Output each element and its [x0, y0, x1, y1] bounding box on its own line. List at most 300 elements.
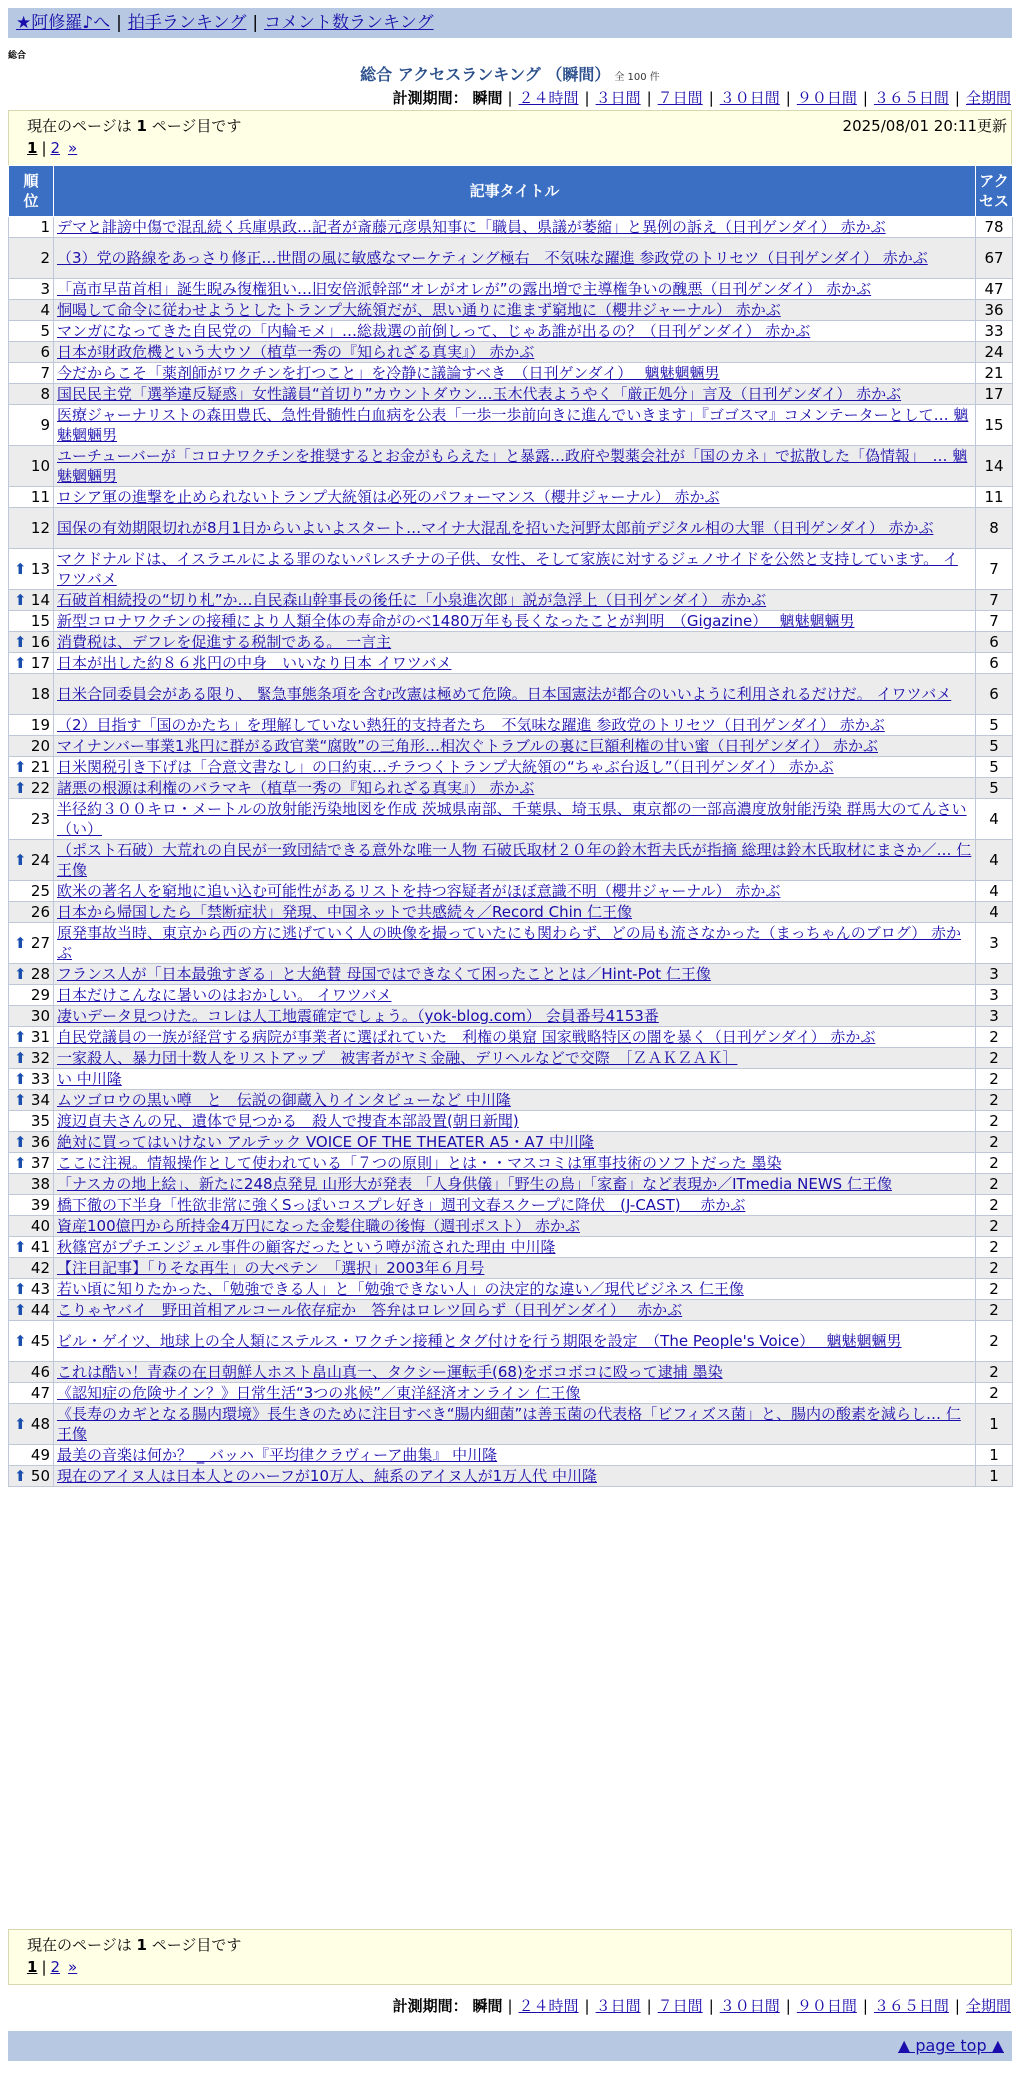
access-count: 6	[976, 653, 1013, 674]
rank-cell	[9, 1445, 54, 1466]
rank-cell	[9, 799, 54, 840]
article-title-link[interactable]: マイナンバー事業1兆円に群がる政官業“腐敗”の三角形…相次ぐトラブルの裏に巨額利権の甘い蜜（日刊ゲンダイ） 赤かぶ	[57, 737, 878, 755]
rank-up-arrow-icon: ⬆	[14, 1467, 27, 1485]
rank-number: 22	[30, 779, 50, 797]
title-cell	[54, 1048, 976, 1069]
table-row	[9, 902, 1013, 923]
access-count: 4	[976, 799, 1013, 840]
access-count: 2	[976, 1048, 1013, 1069]
access-count: 6	[976, 632, 1013, 653]
period-7d-link[interactable]: ７日間	[657, 89, 703, 107]
article-title-link[interactable]: 国民民主党「選挙違反疑惑」女性議員“首切り”カウントダウン…玉木代表ようやく「厳正処分」言及（日刊ゲンダイ） 赤かぶ	[57, 385, 902, 403]
rank-up-arrow-icon: ⬆	[14, 1154, 27, 1172]
article-title-link[interactable]: マンガになってきた自民党の「内輪モメ」…総裁選の前倒しって、じゃあ誰が出るの？（日刊ゲンダイ） 赤かぶ	[57, 322, 811, 340]
title-cell	[54, 1445, 976, 1466]
table-row	[9, 1174, 1013, 1195]
rank-up-arrow-icon: ⬆	[14, 1280, 27, 1298]
access-count: 3	[976, 985, 1013, 1006]
period-365d-link[interactable]: ３６５日間	[873, 1997, 949, 2015]
article-title-link[interactable]: 【注目記事】「りそな再生」の大ペテン 「選択」2003年６月号	[57, 1259, 485, 1277]
rank-up-arrow-icon: ⬆	[14, 1091, 27, 1109]
rank-number: 2	[40, 249, 50, 267]
current-page-info-bottom	[27, 1934, 241, 1955]
title-cell	[54, 1132, 976, 1153]
title-header: 記事タイトル	[54, 166, 976, 217]
rank-number: 9	[40, 416, 50, 434]
title-cell	[54, 736, 976, 757]
rank-cell	[9, 508, 54, 549]
title-cell	[54, 342, 976, 363]
article-title-link[interactable]: 日米合同委員会がある限り、 緊急事態条項を含む改憲は極めて危険。日本国憲法が都合のいいように利用されるだけだ。 イワツバメ	[57, 685, 952, 703]
period-3d-link[interactable]: ３日間	[595, 89, 641, 107]
article-title-link[interactable]: 日本だけこんなに暑いのはおかしい。 イワツバメ	[57, 986, 392, 1004]
access-count: 2	[976, 1195, 1013, 1216]
table-row	[9, 1445, 1013, 1466]
rank-number: 45	[30, 1332, 50, 1350]
rank-up-arrow-icon: ⬆	[14, 779, 27, 797]
table-row	[9, 964, 1013, 985]
rank-up-arrow-icon: ⬆	[14, 1049, 27, 1067]
article-title-link[interactable]: 《認知症の危険サイン？》日常生活“3つの兆候”／東洋経済オンライン 仁王像	[57, 1384, 581, 1402]
article-title-link[interactable]: 日本から帰国したら「禁断症状」発現、中国ネットで共感続々／Record Chin 仁王像	[57, 903, 633, 921]
access-count: 2	[976, 1258, 1013, 1279]
rank-number: 18	[30, 685, 50, 703]
access-count: 11	[976, 487, 1013, 508]
rank-cell	[9, 1279, 54, 1300]
table-row	[9, 1362, 1013, 1383]
access-count: 4	[976, 881, 1013, 902]
rank-up-arrow-icon: ⬆	[14, 560, 27, 578]
access-count: 36	[976, 300, 1013, 321]
table-row	[9, 757, 1013, 778]
rank-up-arrow-icon: ⬆	[14, 1332, 27, 1350]
rank-number: 23	[30, 810, 50, 828]
access-count: 5	[976, 778, 1013, 799]
rank-number: 1	[40, 218, 50, 236]
access-count: 2	[976, 1216, 1013, 1237]
article-title-link[interactable]: 欧米の著名人を窮地に追い込む可能性があるリストを持つ容疑者がほぼ意識不明（櫻井ジャーナル） 赤かぶ	[57, 882, 781, 900]
rank-cell	[9, 1027, 54, 1048]
title-cell	[54, 1321, 976, 1362]
rank-up-arrow-icon: ⬆	[14, 758, 27, 776]
article-title-link[interactable]: 日米関税引き下げは「合意文書なし」の口約束…チラつくトランプ大統領の“ちゃぶ台返し”（日刊ゲンダイ） 赤かぶ	[57, 758, 834, 776]
access-count: 2	[976, 1069, 1013, 1090]
rank-cell	[9, 446, 54, 487]
rank-cell	[9, 321, 54, 342]
period-all-link[interactable]: 全期間	[965, 89, 1011, 107]
article-title-link[interactable]: 今だからこそ「薬剤師がワクチンを打つこと」を冷静に議論すべき （日刊ゲンダイ） 魑魅魍魎男	[57, 364, 720, 382]
period-all-link[interactable]: 全期間	[965, 1997, 1011, 2015]
title-cell	[54, 1362, 976, 1383]
access-header: アク セス	[976, 166, 1013, 217]
article-title-link[interactable]: 「ナスカの地上絵」、新たに248点発見 山形大が発表 「人身供儀」「野生の鳥」「家畜」など表現か／ITmedia NEWS 仁王像	[57, 1175, 892, 1193]
table-row	[9, 300, 1013, 321]
access-count: 2	[976, 1090, 1013, 1111]
article-title-link[interactable]: 橋下徹の下半身「性欲非常に強くSっぽいコスプレ好き」週刊文春スクープに降伏 (J-CAST) 赤かぶ	[57, 1196, 746, 1214]
rank-cell	[9, 653, 54, 674]
item-count: 全 100 件	[614, 72, 660, 83]
article-title-link[interactable]: 《長寿のカギとなる腸内環境》長生きのために注目すべき“腸内細菌”は善玉菌の代表格「ビフィズス菌」と、腸内の酸素を減らし… 仁王像	[57, 1405, 961, 1443]
page-top-link[interactable]: ▲ page top ▲	[897, 2036, 1004, 2055]
rank-cell	[9, 715, 54, 736]
table-row	[9, 1404, 1013, 1445]
rank-number: 43	[30, 1280, 50, 1298]
article-title-link[interactable]: フランス人が「日本最強すぎる」と大絶賛 母国ではできなくて困ったこととは／Hint-Pot 仁王像	[57, 965, 711, 983]
rank-number: 49	[30, 1446, 50, 1464]
rank-cell	[9, 1111, 54, 1132]
rank-number: 21	[30, 758, 50, 776]
rank-cell	[9, 1258, 54, 1279]
access-count: 6	[976, 674, 1013, 715]
rank-number: 4	[40, 301, 50, 319]
table-row	[9, 508, 1013, 549]
access-count: 7	[976, 590, 1013, 611]
access-count: 24	[976, 342, 1013, 363]
rank-number: 47	[30, 1384, 50, 1402]
rank-number: 17	[30, 654, 50, 672]
article-title-link[interactable]: 国保の有効期限切れが8月1日からいよいよスタート…マイナ大混乱を招いた河野太郎前デジタル相の大罪（日刊ゲンダイ） 赤かぶ	[57, 519, 934, 537]
title-cell	[54, 964, 976, 985]
table-row	[9, 1048, 1013, 1069]
rank-number: 50	[30, 1467, 50, 1485]
period-365d-link[interactable]: ３６５日間	[873, 89, 949, 107]
rank-cell	[9, 590, 54, 611]
paging-box-top	[8, 110, 1012, 166]
table-header-row	[9, 166, 1013, 217]
article-title-link[interactable]: 諸悪の根源は利権のバラマキ（植草一秀の『知られざる真実』） 赤かぶ	[57, 779, 535, 797]
table-row	[9, 1006, 1013, 1027]
access-count: 2	[976, 1362, 1013, 1383]
table-row	[9, 881, 1013, 902]
access-count: 2	[976, 1153, 1013, 1174]
title-cell	[54, 757, 976, 778]
title-cell	[54, 1006, 976, 1027]
paging-box-bottom	[8, 1929, 1012, 1985]
article-title-link[interactable]: （2）目指す「国のかたち」を理解していない熱狂的支持者たち 不気味な躍進 参政党のトリセツ（日刊ゲンダイ） 赤かぶ	[57, 716, 885, 734]
nav-separator: |	[116, 13, 122, 33]
access-count: 67	[976, 238, 1013, 279]
rank-cell	[9, 923, 54, 964]
article-title-link[interactable]: 半径約３００キロ・メートルの放射能汚染地図を作成 茨城県南部、千葉県、埼玉県、東京都の一部高濃度放射能汚染 群馬大のてんさい（い）	[57, 800, 967, 838]
period-24h-link[interactable]: ２４時間	[518, 89, 579, 107]
title-cell	[54, 1111, 976, 1132]
page-1-current: 1	[27, 1958, 38, 1976]
access-count: 3	[976, 923, 1013, 964]
title-cell	[54, 1216, 976, 1237]
rank-up-arrow-icon: ⬆	[14, 591, 27, 609]
article-title-link[interactable]: ユーチューバーが「コロナワクチンを推奨するとお金がもらえた」と暴露…政府や製薬会社が「国のカネ」で拡散した「偽情報」 … 魑魅魍魎男	[57, 447, 968, 485]
rank-up-arrow-icon: ⬆	[14, 1238, 27, 1256]
access-count: 14	[976, 446, 1013, 487]
article-title-link[interactable]: 石破首相続投の“切り札”か…自民森山幹事長の後任に「小泉進次郎」説が急浮上（日刊ゲンダイ） 赤かぶ	[57, 591, 767, 609]
article-title-link[interactable]: これは酷い！青森の在日朝鮮人ホスト畠山真一、タクシー運転手(68)をボコボコに殴って逮捕 墨染	[57, 1363, 723, 1381]
table-row	[9, 1279, 1013, 1300]
rank-up-arrow-icon: ⬆	[14, 934, 27, 952]
rank-cell	[9, 902, 54, 923]
rank-cell	[9, 1237, 54, 1258]
rank-number: 11	[30, 488, 50, 506]
table-row	[9, 1258, 1013, 1279]
table-row	[9, 1153, 1013, 1174]
rank-number: 38	[30, 1175, 50, 1193]
pagination: 1 | 2 »	[27, 139, 78, 157]
table-row	[9, 799, 1013, 840]
rank-number: 24	[30, 851, 50, 869]
table-row	[9, 590, 1013, 611]
title-cell	[54, 300, 976, 321]
article-title-link[interactable]: 恫喝して命令に従わせようとしたトランプ大統領だが、思い通りに進まず窮地に（櫻井ジャーナル） 赤かぶ	[57, 301, 781, 319]
rank-cell	[9, 300, 54, 321]
next-page-link[interactable]: »	[68, 1958, 78, 1976]
rank-up-arrow-icon: ⬆	[14, 1133, 27, 1151]
period-90d-link[interactable]: ９０日間	[796, 89, 857, 107]
rank-cell	[9, 1321, 54, 1362]
period-90d-link[interactable]: ９０日間	[796, 1997, 857, 2015]
table-row	[9, 653, 1013, 674]
article-title-link[interactable]: 若い頃に知りたかった、「勉強できる人」と「勉強できない人」の決定的な違い／現代ビジネス 仁王像	[57, 1280, 744, 1298]
rank-number: 20	[30, 737, 50, 755]
article-title-link[interactable]: ロシア軍の進撃を止められないトランプ大統領は必死のパフォーマンス（櫻井ジャーナル） 赤かぶ	[57, 488, 720, 506]
title-cell	[54, 279, 976, 300]
article-title-link[interactable]: ムツゴロウの黒い噂 と 伝説の御蔵入りインタビューなど 中川隆	[57, 1091, 511, 1109]
rank-number: 7	[40, 364, 50, 382]
period-7d-link[interactable]: ７日間	[657, 1997, 703, 2015]
rank-cell	[9, 632, 54, 653]
rank-cell	[9, 1048, 54, 1069]
ranking-table	[8, 165, 1013, 1487]
page-2-link[interactable]: 2	[50, 1958, 61, 1976]
table-row	[9, 1195, 1013, 1216]
rank-number: 16	[30, 633, 50, 651]
table-row	[9, 549, 1013, 590]
access-count: 2	[976, 1321, 1013, 1362]
access-count: 2	[976, 1237, 1013, 1258]
rank-cell	[9, 342, 54, 363]
table-row	[9, 342, 1013, 363]
table-row	[9, 363, 1013, 384]
rank-cell	[9, 549, 54, 590]
access-count: 15	[976, 405, 1013, 446]
title-cell	[54, 1258, 976, 1279]
title-cell	[54, 508, 976, 549]
title-cell	[54, 1174, 976, 1195]
rank-number: 27	[30, 934, 50, 952]
access-count: 2	[976, 1111, 1013, 1132]
page-1-current: 1	[27, 139, 38, 157]
table-row	[9, 321, 1013, 342]
updated-timestamp: 2025/08/01 20:11更新	[842, 117, 1007, 135]
rank-cell	[9, 405, 54, 446]
period-3d-link[interactable]: ３日間	[595, 1997, 641, 2015]
period-30d-link[interactable]: ３０日間	[719, 1997, 780, 2015]
article-title-link[interactable]: 原発事故当時、東京から西の方に逃げていく人の映像を撮っていたにも関わらず、どの局も流さなかった（まっちゃんのブログ） 赤かぶ	[57, 924, 962, 962]
rank-cell	[9, 1006, 54, 1027]
rank-number: 29	[30, 986, 50, 1004]
rank-cell	[9, 363, 54, 384]
title-cell	[54, 1466, 976, 1487]
article-title-link[interactable]: 秋篠宮がプチエンジェル事件の顧客だったという噂が流された理由 中川隆	[57, 1238, 556, 1256]
table-row	[9, 1111, 1013, 1132]
rank-cell	[9, 985, 54, 1006]
article-title-link[interactable]: デマと誹謗中傷で混乱続く兵庫県政…記者が斎藤元彦県知事に「職員、県議が萎縮」と異例の訴え（日刊ゲンダイ） 赤かぶ	[57, 218, 886, 236]
access-count: 1	[976, 1445, 1013, 1466]
title-cell	[54, 1383, 976, 1404]
rank-number: 36	[30, 1133, 50, 1151]
table-row	[9, 985, 1013, 1006]
table-row	[9, 1090, 1013, 1111]
comment-ranking-link[interactable]: コメント数ランキング	[264, 13, 434, 33]
rank-number: 32	[30, 1049, 50, 1067]
rank-number: 28	[30, 965, 50, 983]
access-count: 5	[976, 715, 1013, 736]
article-title-link[interactable]: 「高市早苗首相」誕生睨み復権狙い…旧安倍派幹部“オレがオレが”の露出増で主導権争いの醜悪（日刊ゲンダイ） 赤かぶ	[57, 280, 872, 298]
nav-separator: |	[252, 13, 259, 33]
ranking-title: 総合 アクセスランキング （瞬間）	[360, 65, 611, 84]
rank-up-arrow-icon: ⬆	[14, 965, 27, 983]
title-cell	[54, 487, 976, 508]
title-cell	[54, 446, 976, 487]
title-cell	[54, 1090, 976, 1111]
page-2-link[interactable]: 2	[50, 139, 61, 157]
access-count: 33	[976, 321, 1013, 342]
access-count: 5	[976, 757, 1013, 778]
access-count: 3	[976, 964, 1013, 985]
rank-cell	[9, 1069, 54, 1090]
title-cell	[54, 363, 976, 384]
table-row	[9, 1216, 1013, 1237]
title-cell	[54, 217, 976, 238]
article-title-link[interactable]: 消費税は、デフレを促進する税制である。 一言主	[57, 633, 392, 651]
title-cell	[54, 549, 976, 590]
rank-up-arrow-icon: ⬆	[14, 633, 27, 651]
article-title-link[interactable]: （ポスト石破）大荒れの自民が一致団結できる意外な唯一人物 石破氏取材２０年の鈴木哲夫氏が指摘 総理は鈴木氏取材にまさか／… 仁王像	[57, 841, 972, 879]
article-title-link[interactable]: 絶対に買ってはいけない アルテック VOICE OF THE THEATER A5・A7 中川隆	[57, 1133, 594, 1151]
table-row	[9, 1383, 1013, 1404]
period-30d-link[interactable]: ３０日間	[719, 89, 780, 107]
rank-number: 30	[30, 1007, 50, 1025]
rank-cell	[9, 1404, 54, 1445]
rank-number: 41	[30, 1238, 50, 1256]
article-title-link[interactable]: 渡辺貞夫さんの兄、遺体で見つかる 殺人で捜査本部設置(朝日新聞)	[57, 1112, 519, 1130]
table-row	[9, 923, 1013, 964]
title-cell	[54, 778, 976, 799]
article-title-link[interactable]: 日本が財政危機という大ウソ（植草一秀の『知られざる真実』） 赤かぶ	[57, 343, 535, 361]
rank-cell	[9, 1383, 54, 1404]
access-count: 2	[976, 1383, 1013, 1404]
rank-cell	[9, 217, 54, 238]
rank-up-arrow-icon: ⬆	[14, 1415, 27, 1433]
article-title-link[interactable]: 最美の音楽は何か？ _ バッハ『平均律クラヴィーア曲集』 中川隆	[57, 1446, 498, 1464]
rank-number: 34	[30, 1091, 50, 1109]
table-row	[9, 611, 1013, 632]
rank-cell	[9, 487, 54, 508]
table-row	[9, 715, 1013, 736]
page-info-number: 1	[136, 117, 147, 135]
article-title-link[interactable]: 日本が出した約８６兆円の中身 いいなり日本 イワツバメ	[57, 654, 452, 672]
rank-number: 6	[40, 343, 50, 361]
title-cell	[54, 1279, 976, 1300]
access-count: 1	[976, 1466, 1013, 1487]
rank-cell	[9, 778, 54, 799]
article-title-link[interactable]: い 中川隆	[57, 1070, 122, 1088]
page-info-suffix: ページ目です	[151, 1936, 242, 1954]
article-title-link[interactable]: ここに注視。情報操作として使われている「７つの原則」とは・・マスコミは軍事技術のソフトだった 墨染	[57, 1154, 782, 1172]
table-row	[9, 1321, 1013, 1362]
article-title-link[interactable]: 自民党議員の一族が経営する病院が事業者に選ばれていた 利権の巣窟 国家戦略特区の闇を暴く（日刊ゲンダイ） 赤かぶ	[57, 1028, 876, 1046]
rank-up-arrow-icon: ⬆	[14, 1301, 27, 1319]
title-cell	[54, 1069, 976, 1090]
article-title-link[interactable]: 凄いデータ見つけた。コレは人工地震確定でしょう。（yok-blog.com） 会員番号4153番	[57, 1007, 659, 1025]
rank-up-arrow-icon: ⬆	[14, 1028, 27, 1046]
rank-cell	[9, 1132, 54, 1153]
period-24h-link[interactable]: ２４時間	[518, 1997, 579, 2015]
title-cell	[54, 653, 976, 674]
rank-cell	[9, 1174, 54, 1195]
rank-number: 3	[40, 280, 50, 298]
title-cell	[54, 923, 976, 964]
rank-number: 42	[30, 1259, 50, 1277]
table-row	[9, 1027, 1013, 1048]
next-page-link[interactable]: »	[68, 139, 78, 157]
article-title-link[interactable]: ビル・ゲイツ、地球上の全人類にステルス・ワクチン接種とタグ付けを行う期限を設定 （The People's Voice） 魑魅魍魎男	[57, 1332, 902, 1350]
rank-number: 8	[40, 385, 50, 403]
rank-number: 15	[30, 612, 50, 630]
article-title-link[interactable]: 一家殺人、暴力団十数人をリストアップ 被害者がヤミ金融、デリヘルなどで交際 ［ＺＡＫＺＡＫ］	[57, 1049, 738, 1067]
rank-cell	[9, 964, 54, 985]
access-count: 2	[976, 1279, 1013, 1300]
title-cell	[54, 985, 976, 1006]
article-title-link[interactable]: 新型コロナワクチンの接種により人類全体の寿命がのべ1480万年も長くなったことが判明 （Gigazine） 魑魅魍魎男	[57, 612, 855, 630]
article-title-link[interactable]: 現在のアイヌ人は日本人とのハーフが10万人、純系のアイヌ人が1万人代 中川隆	[57, 1467, 597, 1485]
ranking-body	[9, 217, 1013, 1487]
article-title-link[interactable]: 資産100億円から所持金4万円になった金髪住職の後悔（週刊ポスト） 赤かぶ	[57, 1217, 580, 1235]
page-info-number: 1	[136, 1936, 147, 1954]
table-row	[9, 279, 1013, 300]
article-title-link[interactable]: マクドナルドは、イスラエルによる罪のないパレスチナの子供、女性、そして家族に対するジェノサイドを公然と支持しています。 イワツバメ	[57, 550, 958, 588]
rank-number: 25	[30, 882, 50, 900]
rank-cell	[9, 736, 54, 757]
rank-number: 10	[30, 457, 50, 475]
title-cell	[54, 1153, 976, 1174]
rank-number: 31	[30, 1028, 50, 1046]
period-label: 計測期間：	[392, 89, 468, 107]
title-cell	[54, 840, 976, 881]
title-cell	[54, 632, 976, 653]
rank-cell	[9, 238, 54, 279]
article-title-link[interactable]: （3）党の路線をあっさり修正…世間の風に敏感なマーケティング極右 不気味な躍進 参政党のトリセツ（日刊ゲンダイ） 赤かぶ	[57, 249, 928, 267]
asyura-home-link[interactable]: ★阿修羅♪へ	[16, 13, 111, 33]
rank-header: 順 位	[9, 166, 54, 217]
table-row	[9, 446, 1013, 487]
table-row	[9, 778, 1013, 799]
article-title-link[interactable]: こりゃヤバイ 野田首相アルコール依存症か 答弁はロレツ回らず（日刊ゲンダイ） 赤かぶ	[57, 1301, 683, 1319]
applause-ranking-link[interactable]: 拍手ランキング	[127, 13, 247, 33]
rank-cell	[9, 1195, 54, 1216]
table-row	[9, 632, 1013, 653]
rank-up-arrow-icon: ⬆	[14, 1070, 27, 1088]
rank-number: 39	[30, 1196, 50, 1214]
rank-number: 46	[30, 1363, 50, 1381]
title-cell	[54, 1404, 976, 1445]
title-cell	[54, 1027, 976, 1048]
article-title-link[interactable]: 医療ジャーナリストの森田豊氏、急性骨髄性白血病を公表「一歩一歩前向きに進んでいきます」『ゴゴスマ』コメンテーターとして… 魑魅魍魎男	[57, 406, 969, 444]
table-row	[9, 736, 1013, 757]
table-row	[9, 384, 1013, 405]
page-info-prefix: 現在のページは	[27, 117, 132, 135]
access-count: 1	[976, 1404, 1013, 1445]
rank-cell	[9, 674, 54, 715]
rank-cell	[9, 1466, 54, 1487]
